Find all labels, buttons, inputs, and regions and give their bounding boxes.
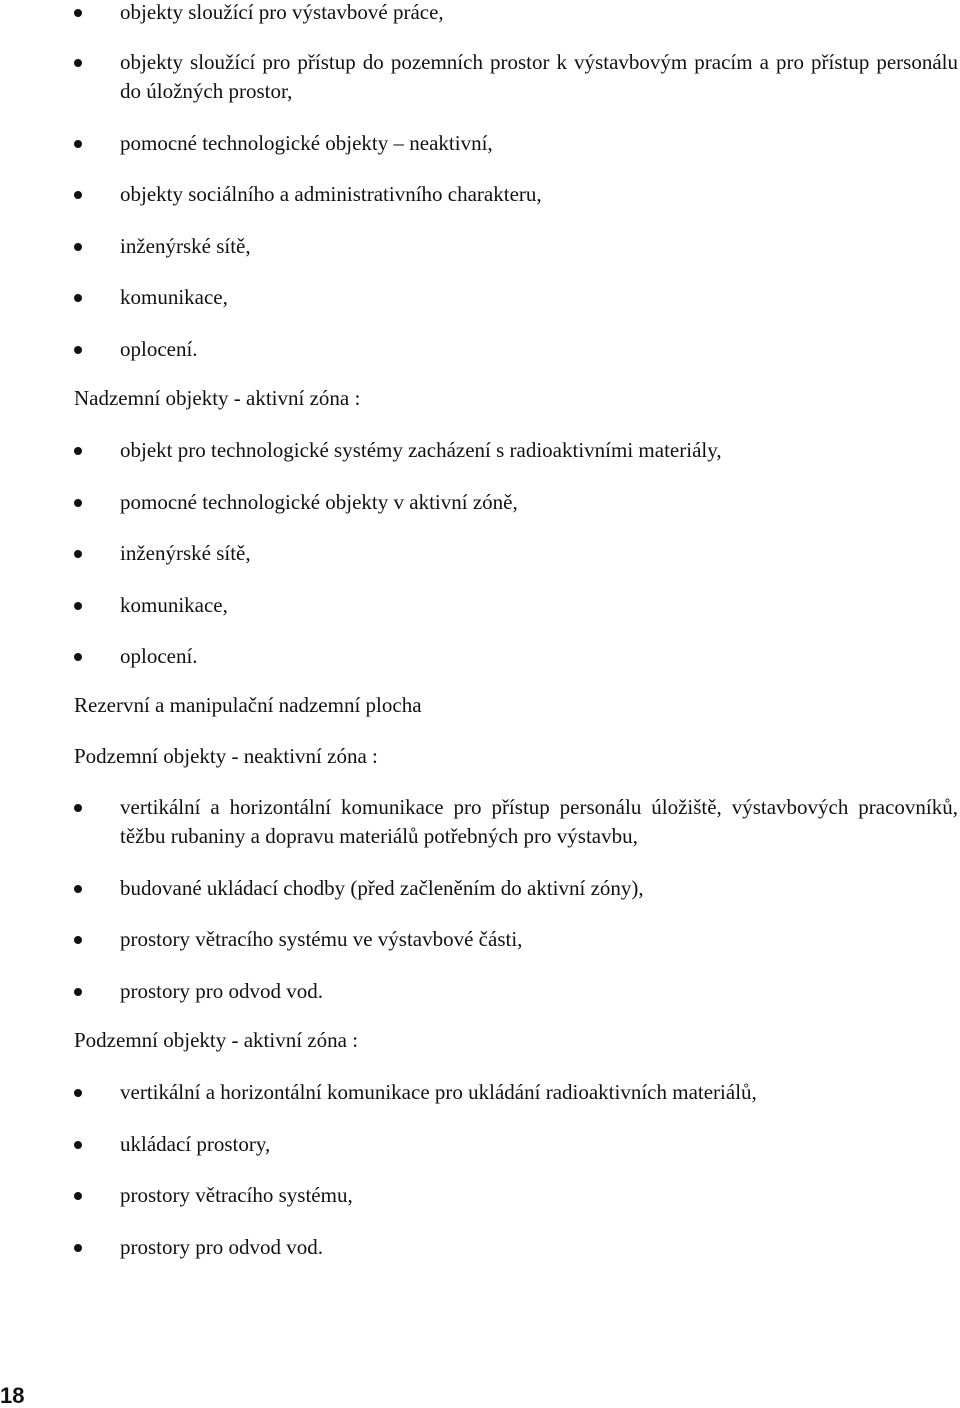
list-item-text: prostory větracího systému ve výstavbové části,	[120, 927, 523, 951]
list-item-text: vertikální a horizontální komunikace pro přístup personálu úložiště, výstavbových pracovníků, těžbu rubaniny a dopravu materiálů potřebných pro výstavbu,	[120, 795, 958, 848]
list-item-text: prostory pro odvod vod.	[120, 979, 323, 1003]
bullet-icon	[74, 550, 82, 558]
list-item-text: inženýrské sítě,	[120, 541, 251, 565]
list-item-text: prostory pro odvod vod.	[120, 1235, 323, 1259]
section-heading: Podzemní objekty - aktivní zóna :	[74, 1028, 359, 1052]
list-item-text: oplocení.	[120, 337, 198, 361]
bullet-icon	[74, 1244, 82, 1252]
list-item-text: oplocení.	[120, 644, 198, 668]
list-item-text: budované ukládací chodby (před začleněním do aktivní zóny),	[120, 876, 644, 900]
list-item-text: pomocné technologické objekty – neaktivní,	[120, 131, 493, 155]
list-item-text: ukládací prostory,	[120, 1132, 271, 1156]
bullet-icon	[74, 602, 82, 610]
bullet-icon	[74, 936, 82, 944]
bullet-icon	[74, 243, 82, 251]
list-item-text: prostory větracího systému,	[120, 1183, 353, 1207]
bullet-icon	[74, 885, 82, 893]
bullet-icon	[74, 804, 82, 812]
section-heading: Podzemní objekty - neaktivní zóna :	[74, 744, 378, 768]
section-heading: Rezervní a manipulační nadzemní plocha	[74, 693, 422, 717]
list-item-text: objekty sloužící pro výstavbové práce,	[120, 0, 444, 24]
section-heading: Nadzemní objekty - aktivní zóna :	[74, 386, 361, 410]
list-item-text: komunikace,	[120, 285, 228, 309]
bullet-icon	[74, 653, 82, 661]
page-number: 18	[0, 1383, 25, 1408]
list-item-text: objekty sociálního a administrativního charakteru,	[120, 182, 542, 206]
bullet-icon	[74, 59, 82, 67]
list-item-text: komunikace,	[120, 593, 228, 617]
bullet-icon	[74, 140, 82, 148]
list-item-text: inženýrské sítě,	[120, 234, 251, 258]
bullet-icon	[74, 9, 82, 17]
bullet-icon	[74, 988, 82, 996]
bullet-icon	[74, 1192, 82, 1200]
bullet-icon	[74, 499, 82, 507]
bullet-icon	[74, 447, 82, 455]
bullet-icon	[74, 191, 82, 199]
list-item-text: pomocné technologické objekty v aktivní zóně,	[120, 490, 518, 514]
bullet-icon	[74, 294, 82, 302]
bullet-icon	[74, 346, 82, 354]
bullet-icon	[74, 1141, 82, 1149]
list-item-text: objekty sloužící pro přístup do pozemních prostor k výstavbovým pracím a pro přístup personálu do úložných prostor,	[120, 50, 958, 103]
list-item-text: vertikální a horizontální komunikace pro ukládání radioaktivních materiálů,	[120, 1080, 757, 1104]
bullet-icon	[74, 1089, 82, 1097]
list-item-text: objekt pro technologické systémy zacházení s radioaktivními materiály,	[120, 438, 722, 462]
